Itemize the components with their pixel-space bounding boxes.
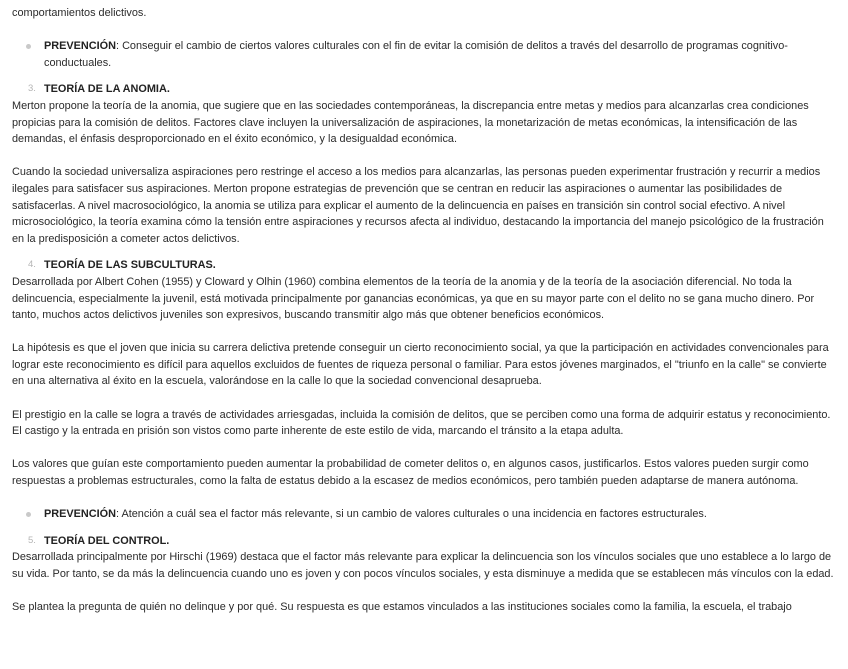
section-3-paragraph: Cuando la sociedad universaliza aspiraciones pero restringe el acceso a los medios para alcanzarlas, las personas pueden experimentar frustración y recurrir a medios ilegales para satisfacer sus aspiraciones. Merton propone estrategias de prevención que se centran en reducir las aspiraciones o aumentar las posibilidades de satisfacerlas. A nivel macrosociológico, la anomia se utiliza para explicar el aumento de la delincuencia en países en transición sin control social efectivo. A nivel microsociológico, la teoría examina cómo la tensión entre aspiraciones y recursos afecta al individuo, destacando la importancia del manejo psicológico de la frustración en la predisposición a cometer actos delictivos. — [12, 166, 824, 245]
section-5-heading — [12, 533, 838, 550]
section-4-heading — [12, 257, 838, 274]
bullet-dot-icon — [26, 44, 31, 49]
section-5-paragraph: Se plantea la pregunta de quién no delinque y por qué. Su respuesta es que estamos vinculados a las instituciones sociales como la familia, la escuela, el trabajo — [12, 601, 792, 614]
spacer — [12, 490, 838, 507]
document-page — [12, 5, 838, 616]
section-3-paragraph: Merton propone la teoría de la anomia, que sugiere que en las sociedades contemporáneas, la discrepancia entre metas y medios para alcanzarlas crea condiciones propicias para la comisión de delitos. Factores clave incluyen la universalización de aspiraciones, la monetarización de metas económicas, la intensificación de las demandas, el énfasis desproporcionado en el éxito económico, y la desigualdad económica. — [12, 99, 809, 146]
spacer — [12, 390, 838, 407]
spacer — [12, 324, 838, 341]
section-number: 3. — [28, 83, 36, 95]
spacer — [12, 22, 838, 39]
prevention-label: PREVENCIÓN — [44, 508, 117, 521]
section-4-paragraph: Los valores que guían este comportamiento pueden aumentar la probabilidad de cometer delitos o, en algunos casos, justificarlos. Estos valores pueden surgir como respuestas a problemas estructurales, como la falta de estatus debido a la escasez de medios económicos, pero también pueden adaptarse de manera autónoma. — [12, 458, 809, 488]
section-number: 5. — [28, 534, 36, 546]
prevention-text: : Atención a cuál sea el factor más relevante, si un cambio de valores culturales o una incidencia en factores estructurales. — [116, 508, 707, 521]
spacer — [12, 71, 838, 81]
bullet-dot-icon — [26, 512, 31, 517]
spacer — [12, 247, 838, 257]
spacer — [12, 583, 838, 600]
prevention-bullet-2 — [12, 506, 838, 523]
section-title: TEORÍA DEL CONTROL. — [44, 534, 170, 547]
prevention-text: : Conseguir el cambio de ciertos valores culturales con el fin de evitar la comisión de delitos a través del desarrollo de programas cognitivo-conductuales. — [44, 40, 788, 69]
intro-tail-text: comportamientos delictivos. — [12, 7, 147, 19]
section-title: TEORÍA DE LAS SUBCULTURAS. — [44, 259, 216, 272]
section-title: TEORÍA DE LA ANOMIA. — [44, 83, 170, 96]
section-4-paragraph: Desarrollada por Albert Cohen (1955) y Cloward y Olhin (1960) combina elementos de la teoría de la anomia y de la teoría de la asociación diferencial. No toda la delincuencia, especialmente la juvenil, está motivada principalmente por ganancias económicas, ya que en su mayor parte con el delito no se gana mucho dinero. Por tanto, muchos actos delictivos juveniles son expresivos, buscando transmitir algo más que obtener beneficios económicos. — [12, 275, 815, 322]
section-number: 4. — [28, 259, 36, 271]
section-5-paragraph: Desarrollada principalmente por Hirschi (1969) destaca que el factor más relevante para explicar la delincuencia son los vínculos sociales que uno establece a lo largo de su vida. Por tanto, se da más la delincuencia cuando uno es joven y con pocos vínculos sociales, y esta disminuye a medida que se establecen más vínculos con la edad. — [12, 551, 834, 580]
section-4-paragraph: La hipótesis es que el joven que inicia su carrera delictiva pretende conseguir un cierto reconocimiento social, ya que la participación en actividades convencionales para lograr este reconocimiento es difícil para aquellos excluidos de fuentes de riqueza personal o familiar. Para estos jóvenes marginados, el "triunfo en la calle" se convierte en una alternativa al éxito en la escuela, valorándose en la calle lo que la sociedad convencional desaprueba. — [12, 342, 829, 388]
spacer — [12, 440, 838, 457]
section-3-heading — [12, 81, 838, 98]
section-4-paragraph: El prestigio en la calle se logra a través de actividades arriesgadas, incluida la comisión de delitos, que se perciben como una forma de adquirir estatus y reconocimiento. El castigo y la entrada en prisión son vistos como parte inherente de este estilo de vida, marcando el tránsito a la etapa adulta. — [12, 408, 831, 438]
spacer — [12, 148, 838, 165]
spacer — [12, 523, 838, 533]
prevention-label: PREVENCIÓN — [44, 40, 117, 53]
prevention-bullet-1 — [12, 38, 838, 71]
